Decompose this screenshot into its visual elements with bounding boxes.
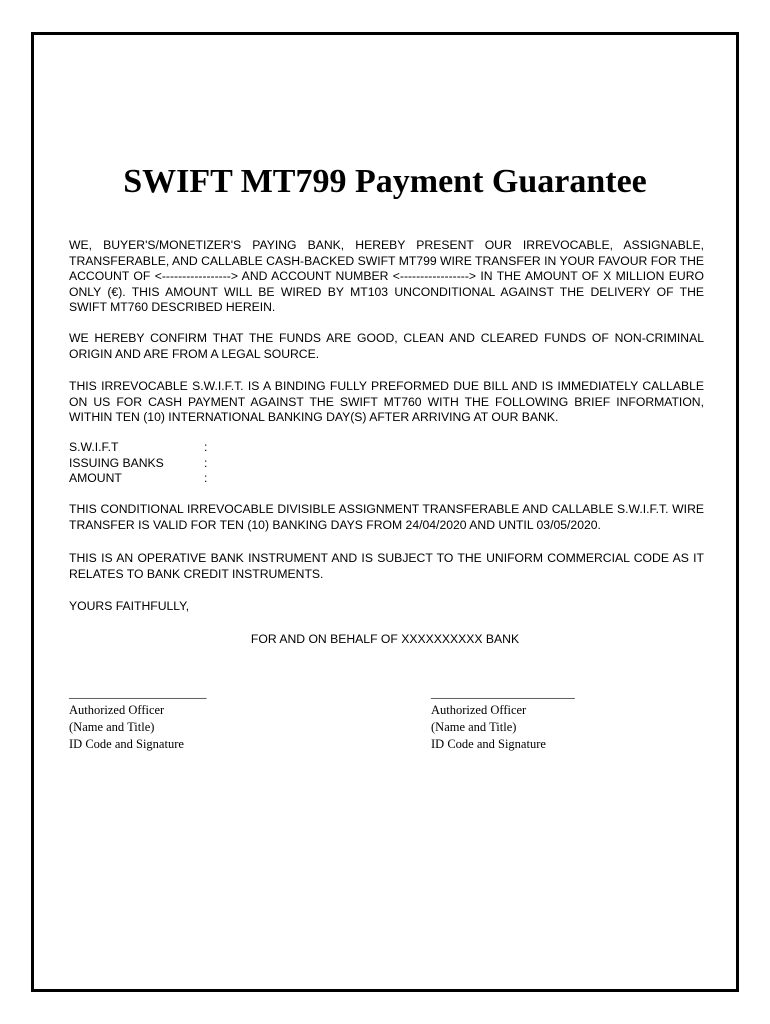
paragraph-funds-confirmation: WE HEREBY CONFIRM THAT THE FUNDS ARE GOOD, CLEAN AND CLEARED FUNDS OF NON-CRIMINAL ORIGIN AND ARE FROM A LEGAL SOURCE. [69, 331, 704, 361]
paragraph-operative-instrument: THIS IS AN OPERATIVE BANK INSTRUMENT AND IS SUBJECT TO THE UNIFORM COMMERCIAL CODE AS IT RELATES TO BANK CREDIT INSTRUMENTS. [69, 551, 704, 581]
document-page [31, 32, 739, 992]
detail-row-amount [69, 471, 207, 487]
signature-block-right [431, 685, 575, 753]
paragraph-due-bill: THIS IRREVOCABLE S.W.I.F.T. IS A BINDING FULLY PREFORMED DUE BILL AND IS IMMEDIATELY CALLABLE ON US FOR CASH PAYMENT AGAINST THE SWIFT MT760 WITH THE FOLLOWING BRIEF INFORMATION, WITHIN TEN (10) INTERNATIONAL BANKING DAY(S) AFTER ARRIVING AT OUR BANK. [69, 379, 704, 424]
signature-id: ID Code and Signature [69, 737, 184, 751]
signature-name-title: (Name and Title) [69, 720, 155, 734]
signature-line: _______________________ [431, 686, 575, 700]
detail-label: ISSUING BANKS [69, 455, 164, 470]
on-behalf-line: FOR AND ON BEHALF OF XXXXXXXXXX BANK [250, 632, 520, 646]
detail-label: AMOUNT [69, 471, 122, 485]
detail-row-swift [69, 440, 207, 456]
paragraph-validity: THIS CONDITIONAL IRREVOCABLE DIVISIBLE ASSIGNMENT TRANSFERABLE AND CALLABLE S.W.I.F.T. WIRE TRANSFER IS VALID FOR TEN (10) BANKING DAYS FROM 24/04/2020 AND UNTIL 03/05/2020. [69, 502, 704, 532]
signature-role: Authorized Officer [69, 703, 165, 717]
closing-salutation: YOURS FAITHFULLY, [69, 599, 190, 613]
detail-row-issuing-banks [69, 456, 207, 472]
signature-block-left [69, 685, 207, 753]
detail-separator: : [204, 455, 208, 470]
document-title: SWIFT MT799 Payment Guarantee [123, 163, 647, 200]
detail-separator: : [204, 440, 208, 454]
paragraph-guarantee: WE, BUYER'S/MONETIZER'S PAYING BANK, HEREBY PRESENT OUR IRREVOCABLE, ASSIGNABLE, TRANSFERABLE, AND CALLABLE CASH-BACKED SWIFT MT799 WIRE TRANSFER IN YOUR FAVOUR FOR THE ACCOUNT OF <-----------------> AND ACCOUNT NUMBER <-----------------> IN THE AMOUNT OF X MILLION EURO ONLY (€). THIS AMOUNT WILL BE WIRED BY MT103 UNCONDITIONAL AGAINST THE DELIVERY OF THE SWIFT MT760 DESCRIBED HEREIN. [69, 238, 704, 314]
signature-id: ID Code and Signature [431, 737, 546, 751]
detail-label: S.W.I.F.T [69, 440, 119, 454]
signature-line: ______________________ [69, 686, 207, 700]
details-list [69, 440, 207, 487]
detail-separator: : [204, 471, 208, 485]
signature-role: Authorized Officer [431, 703, 527, 717]
signature-name-title: (Name and Title) [431, 720, 517, 734]
